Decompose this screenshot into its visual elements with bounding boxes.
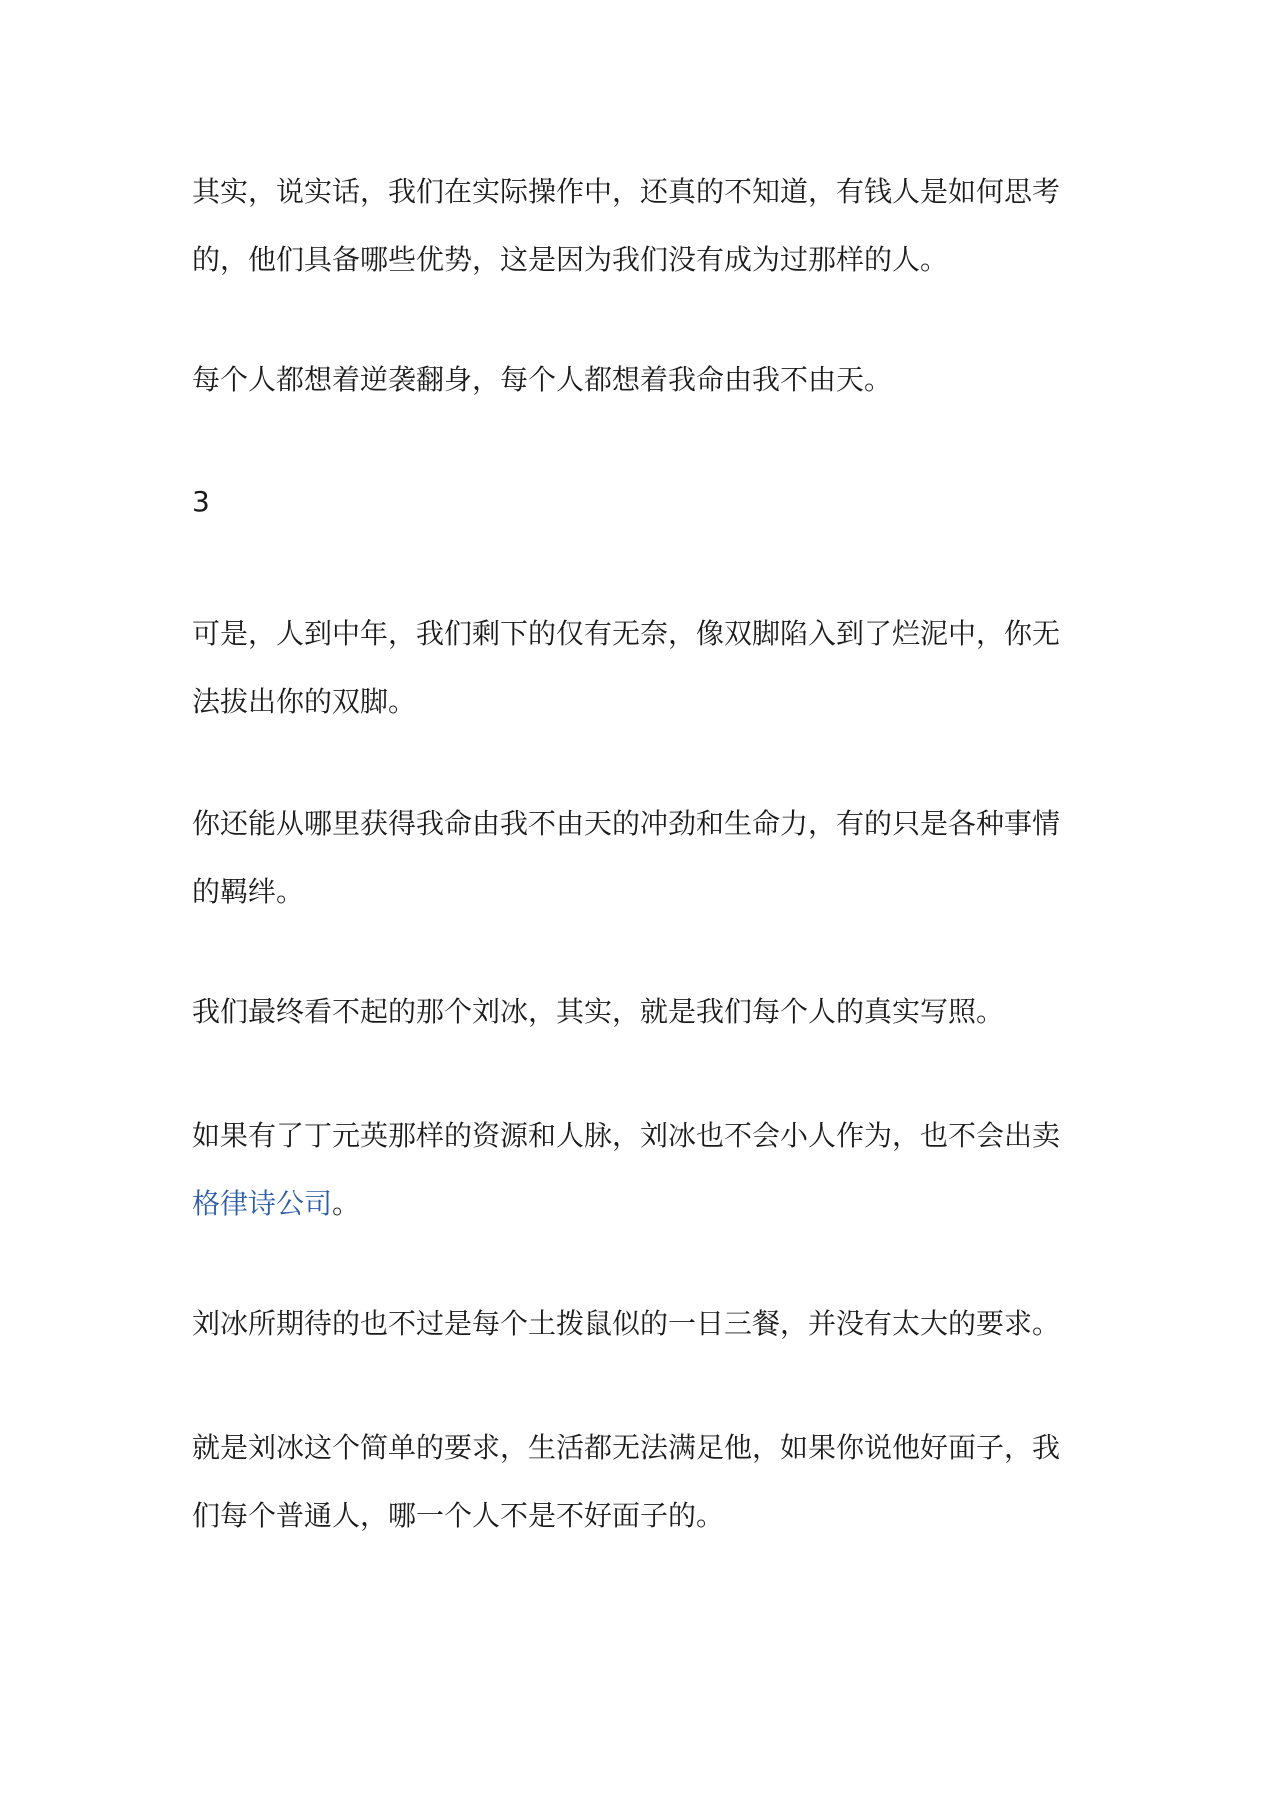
text-line: 的羁绊。 [192, 875, 305, 908]
paragraph-7 [192, 1290, 1092, 1358]
text-line: 的，他们具备哪些优势，这是因为我们没有成为过那样的人。 [192, 243, 949, 276]
paragraph-2 [192, 346, 1092, 414]
paragraph-6 [192, 1102, 1092, 1238]
text-line [192, 1170, 1092, 1238]
paragraph-3 [192, 600, 1092, 736]
paragraph-8 [192, 1414, 1092, 1550]
text-line: 可是，人到中年，我们剩下的仅有无奈，像双脚陷入到了烂泥中，你无 [192, 617, 1061, 650]
text-line: 你还能从哪里获得我命由我不由天的冲劲和生命力，有的只是各种事情 [192, 807, 1061, 840]
text-line: 就是刘冰这个简单的要求，生活都无法满足他，如果你说他好面子，我 [192, 1431, 1061, 1464]
text-line: 刘冰所期待的也不过是每个土拨鼠似的一日三餐，并没有太大的要求。 [192, 1307, 1061, 1340]
paragraph-4 [192, 790, 1092, 926]
paragraph-5 [192, 978, 1092, 1046]
text-line: 每个人都想着逆袭翻身，每个人都想着我命由我不由天。 [192, 363, 893, 396]
text-line: 如果有了丁元英那样的资源和人脉，刘冰也不会小人作为，也不会出卖 [192, 1119, 1061, 1152]
text-line: 其实，说实话，我们在实际操作中，还真的不知道，有钱人是如何思考 [192, 175, 1061, 208]
text-line: 3 [192, 485, 210, 518]
paragraph-1 [192, 158, 1092, 294]
text-line: 法拔出你的双脚。 [192, 685, 417, 718]
section-number [192, 468, 1092, 536]
link-suffix: 。 [332, 1187, 361, 1220]
text-line: 们每个普通人，哪一个人不是不好面子的。 [192, 1499, 725, 1532]
company-link[interactable]: 格律诗公司 [192, 1187, 333, 1220]
text-line: 我们最终看不起的那个刘冰，其实，就是我们每个人的真实写照。 [192, 995, 1005, 1028]
